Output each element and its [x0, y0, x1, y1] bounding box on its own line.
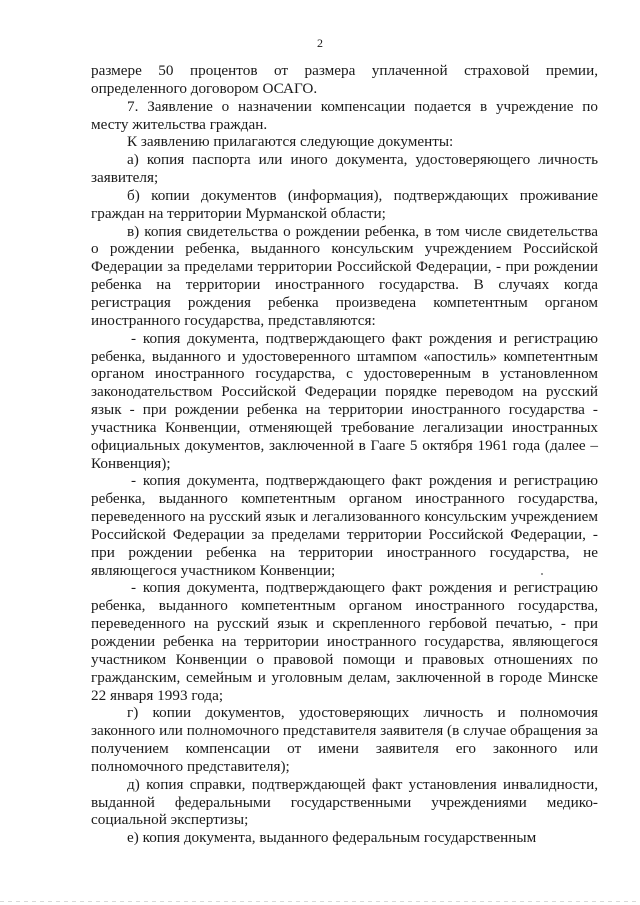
paragraph-documents-intro: К заявлению прилагаются следующие документы: — [127, 133, 454, 151]
paragraph-continuation: размере 50 процентов от размера уплаченной страховой премии, определенного договором ОСАГО. — [91, 62, 598, 97]
paragraph-dash-legalized: - копия документа, подтверждающего факт рождения и регистрацию ребенка, выданного компетентным органом иностранного государства, переведенного на русский язык и легализованного консульским учреждением Российской Федерации за пределами территории Российской Федерации, - при рождении ребенка на территории иностранного государства, не являющегося участником Конвенции; — [91, 472, 598, 579]
paragraph-d: д) копия справки, подтверждающей факт установления инвалидности, выданной федеральными государственными учреждениями медико-социальной экспертизы; — [91, 775, 598, 829]
paragraph-b: б) копии документов (информация), подтверждающих проживание граждан на территории Мурманской области; — [91, 186, 598, 222]
paragraph-item-7: 7. Заявление о назначении компенсации подается в учреждение по месту жительства граждан. — [91, 97, 598, 133]
paragraph-a: а) копия паспорта или иного документа, удостоверяющего личность заявителя; — [91, 151, 598, 187]
scan-speck — [541, 573, 543, 575]
paragraph-e: е) копия документа, выданного федеральным государственным — [127, 829, 537, 847]
paragraph-v: в) копия свидетельства о рождении ребенка, в том числе свидетельства о рождении ребенка, выданного консульским учреждением Российской Федерации за пределами территории Российской Федерации, - при рождении ребенка на территории иностранного государства. В случаях когда регистрация рождения ребенка произведена компетентным органом иностранного государства, представляются: — [91, 222, 598, 329]
paragraph-dash-minsk: - копия документа, подтверждающего факт рождения и регистрацию ребенка, выданного компетентным органом иностранного государства, переведенного на русский язык и скрепленного гербовой печатью, - при рождении ребенка на территории иностранного государства, являющегося участником Конвенции о правовой помощи и правовых отношениях по гражданским, семейным и уголовным делам, заключенной в городе Минске 22 января 1993 года; — [91, 579, 598, 704]
paragraph-dash-apostille: - копия документа, подтверждающего факт рождения и регистрацию ребенка, выданного и удостоверенного штампом «апостиль» компетентным органом иностранного государства, с удостоверенным в установленном законодательством Российской Федерации порядке переводом на русский язык - при рождении ребенка на территории иностранного государства - участника Конвенции, отменяющей требование легализации иностранных официальных документов, заключенной в Гааге 5 октября 1961 года (далее – Конвенция); — [91, 329, 598, 472]
document-body — [91, 62, 598, 847]
page-number: 2 — [317, 36, 323, 50]
paragraph-g: г) копии документов, удостоверяющих личность и полномочия законного или полномочного представителя заявителя (в случае обращения за получением компенсации от имени заявителя его законного или полномочного представителя); — [91, 704, 598, 775]
scan-edge-line — [0, 901, 640, 902]
